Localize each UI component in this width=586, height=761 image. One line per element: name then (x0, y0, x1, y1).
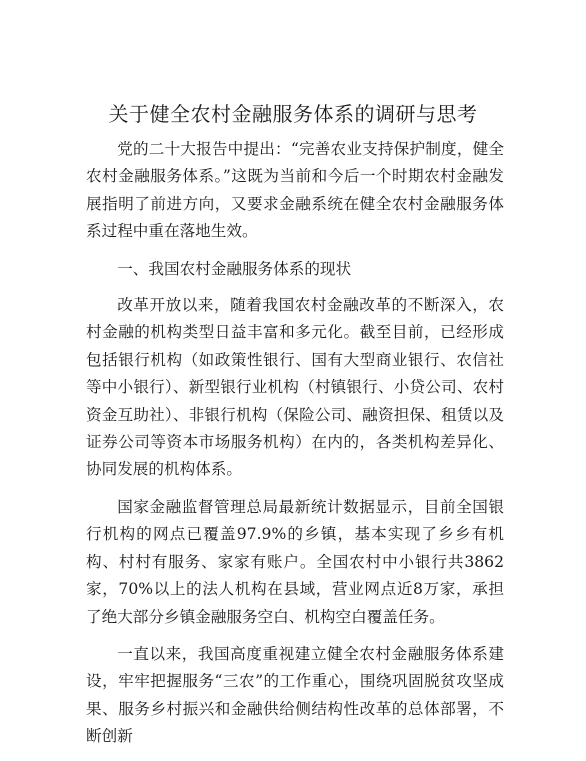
document-title: 关于健全农村金融服务体系的调研与思考 (108, 102, 478, 126)
body-paragraph: 一直以来，我国高度重视建立健全农村金融服务体系建设，牢牢把握服务“三农”的工作重心，围绕巩固脱贫攻坚成果、服务乡村振兴和金融供给侧结构性改革的总体部署，不断创新 (86, 644, 504, 746)
body-paragraph: 国家金融监督管理总局最新统计数据显示，目前全国银行机构的网点已覆盖97.9%的乡镇，基本实现了乡乡有机构、村村有服务、家家有账户。全国农村中小银行共3862家，70%以上的法人机构在县域，营业网点近8万家，承担了绝大部分乡镇金融服务空白、机构空白覆盖任务。 (86, 497, 504, 626)
intro-paragraph: 党的二十大报告中提出：“完善农业支持保护制度，健全农村金融服务体系。”这既为当前和今后一个时期农村金融发展指明了前进方向，又要求金融系统在健全农村金融服务体系过程中重在落地生效。 (86, 140, 504, 241)
document-body (86, 136, 504, 761)
body-paragraph: 改革开放以来，随着我国农村金融改革的不断深入，农村金融的机构类型日益丰富和多元化。截至目前，已经形成包括银行机构（如政策性银行、国有大型商业银行、农信社等中小银行）、新型银行业机构（村镇银行、小贷公司、农村资金互助社）、非银行机构（保险公司、融资担保、租赁以及证券公司等资本市场服务机构）在内的，各类机构差异化、协同发展的机构体系。 (86, 296, 504, 479)
section-heading: 一、我国农村金融服务体系的现状 (117, 259, 352, 278)
